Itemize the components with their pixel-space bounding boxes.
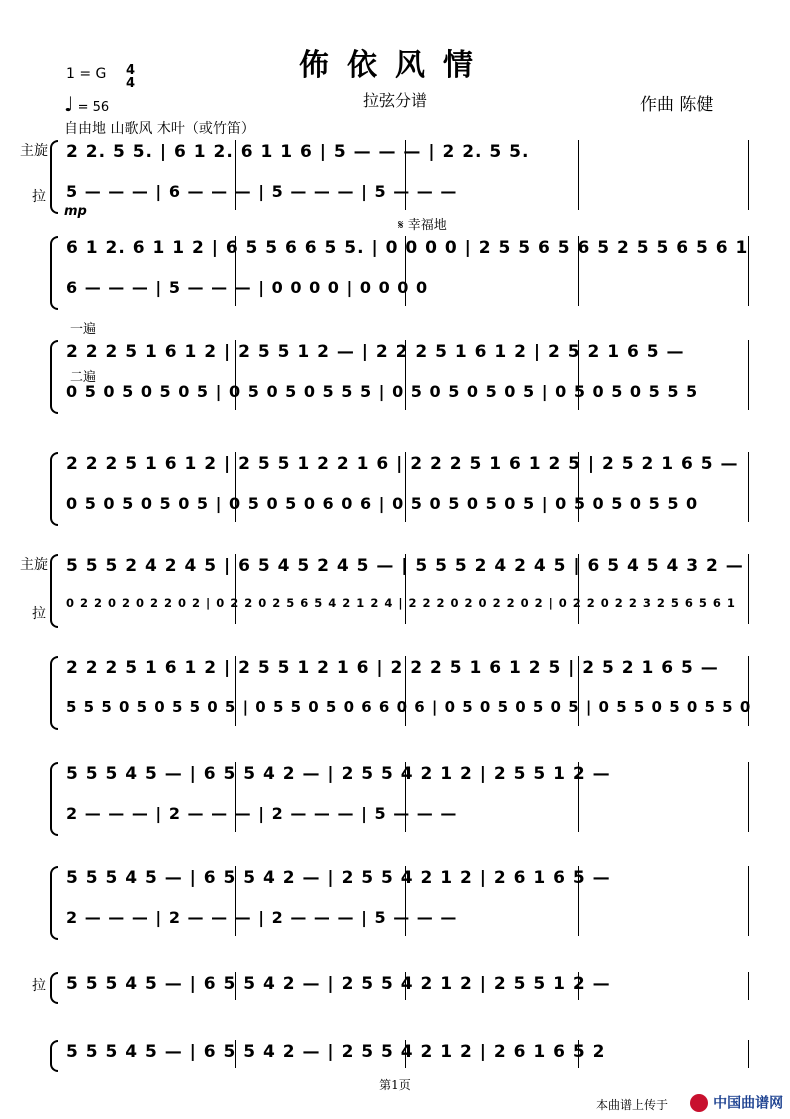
accompaniment-row: 6 — — — | 5 — — — | 0 0 0 0 | 0 0 0 0 bbox=[66, 278, 429, 297]
accompaniment-row: 2 — — — | 2 — — — | 2 — — — | 5 — — — bbox=[66, 908, 458, 927]
barline bbox=[748, 140, 749, 210]
second-ending-label: 二遍 bbox=[70, 370, 97, 385]
label-melody-2: 主旋 bbox=[20, 557, 48, 573]
page-title: 佈依风情 bbox=[299, 48, 491, 83]
melody-row: 5 5 5 4 5 — | 6 5 5 4 2 — | 2 5 5 4 2 1 2 | 2 6 1 6 5 2 bbox=[66, 1042, 606, 1062]
system-brace bbox=[50, 972, 58, 1004]
barline bbox=[748, 340, 749, 410]
system-brace bbox=[50, 656, 58, 730]
accompaniment-row: 0 5 0 5 0 5 0 5 | 0 5 0 5 0 5 5 5 | 0 5 0 5 0 5 0 5 | 0 5 0 5 0 5 5 5 bbox=[66, 382, 699, 401]
label-erhu-2: 拉 bbox=[32, 606, 46, 622]
barline bbox=[578, 140, 579, 210]
label-melody: 主旋 bbox=[20, 143, 48, 159]
key-signature: 1 = G bbox=[66, 66, 107, 82]
first-ending-label: 一遍 bbox=[70, 322, 97, 337]
barline bbox=[748, 1040, 749, 1068]
site-name: 中国曲谱网 bbox=[713, 1095, 784, 1112]
label-erhu-3: 拉 bbox=[32, 978, 46, 994]
logo-mark-icon bbox=[690, 1094, 708, 1112]
melody-row: 5 5 5 4 5 — | 6 5 5 4 2 — | 2 5 5 4 2 1 2 | 2 5 5 1 2 — bbox=[66, 974, 611, 994]
upload-note: 本曲谱上传于 bbox=[596, 1098, 669, 1112]
system-brace bbox=[50, 236, 58, 310]
melody-row: 5 5 5 4 5 — | 6 5 5 4 2 — | 2 5 5 4 2 1 2 | 2 5 5 1 2 — bbox=[66, 764, 611, 784]
melody-row: 2 2 2 5 1 6 1 2 | 2 5 5 1 2 2 1 6 | 2 2 2 5 1 6 1 2 5 | 2 5 2 1 6 5 — bbox=[66, 454, 739, 474]
intro-marking: 自由地 山歌风 木叶（或竹笛） bbox=[64, 121, 255, 137]
barline bbox=[748, 762, 749, 832]
barline bbox=[748, 972, 749, 1000]
system-brace bbox=[50, 1040, 58, 1072]
composer: 作曲 陈健 bbox=[640, 95, 714, 115]
time-signature bbox=[126, 64, 135, 90]
accompaniment-row: 0 5 0 5 0 5 0 5 | 0 5 0 5 0 6 0 6 | 0 5 0 5 0 5 0 5 | 0 5 0 5 0 5 5 0 bbox=[66, 494, 699, 513]
system-brace bbox=[50, 340, 58, 414]
page-number: 第1页 bbox=[379, 1078, 411, 1092]
accompaniment-row: 0 2 2 0 2 0 2 2 0 2 | 0 2 2 0 2 5 6 5 4 2 1 2 4 | 2 2 2 0 2 0 2 2 0 2 | 0 2 2 0 2 2 3 2 5 6 5 6 1 bbox=[66, 596, 736, 610]
subtitle: 拉弦分谱 bbox=[362, 91, 427, 110]
meter-top: 4 bbox=[126, 63, 136, 78]
system-brace bbox=[50, 554, 58, 628]
tempo-value: = 56 bbox=[77, 100, 110, 115]
tempo-marking bbox=[64, 92, 109, 116]
melody-row: 2 2. 5 5. | 6 1 2. 6 1 1 6 | 5 — — — | 2 2. 5 5. bbox=[66, 142, 530, 162]
melody-row: 2 2 2 5 1 6 1 2 | 2 5 5 1 2 1 6 | 2 2 2 5 1 6 1 2 5 | 2 5 2 1 6 5 — bbox=[66, 658, 719, 678]
accompaniment-row: 2 — — — | 2 — — — | 2 — — — | 5 — — — bbox=[66, 804, 458, 823]
barline bbox=[748, 866, 749, 936]
meter-bottom: 4 bbox=[126, 76, 136, 91]
accompaniment-row: 5 5 5 0 5 0 5 5 0 5 | 0 5 5 0 5 0 6 6 0 6 | 0 5 0 5 0 5 0 5 | 0 5 5 0 5 0 5 5 0 bbox=[66, 698, 752, 716]
melody-row: 6 1 2. 6 1 1 2 | 6 5 5 6 6 5 5. | 0 0 0 0 | 2 5 5 6 5 6 5 2 5 5 6 5 6 1 bbox=[66, 238, 749, 258]
melody-row: 5 5 5 4 5 — | 6 5 5 4 2 — | 2 5 5 4 2 1 2 | 2 6 1 6 5 — bbox=[66, 868, 611, 888]
system-brace bbox=[50, 452, 58, 526]
quarter-note-icon: ♩ bbox=[64, 92, 74, 116]
system-brace bbox=[50, 866, 58, 940]
segno-marking: 𝄋 幸福地 bbox=[398, 218, 447, 233]
barline bbox=[748, 554, 749, 624]
accompaniment-row: 5 — — — | 6 — — — | 5 — — — | 5 — — — bbox=[66, 182, 458, 201]
site-logo bbox=[690, 1092, 782, 1112]
dynamic-mark: mp bbox=[64, 204, 87, 219]
melody-row: 5 5 5 2 4 2 4 5 | 6 5 4 5 2 4 5 — | 5 5 5 2 4 2 4 5 | 6 5 4 5 4 3 2 — bbox=[66, 556, 744, 576]
melody-row: 2 2 2 5 1 6 1 2 | 2 5 5 1 2 — | 2 2 2 5 1 6 1 2 | 2 5 2 1 6 5 — bbox=[66, 342, 685, 362]
barline bbox=[748, 452, 749, 522]
system-brace bbox=[50, 140, 58, 214]
system-brace bbox=[50, 762, 58, 836]
label-erhu: 拉 bbox=[32, 189, 46, 205]
